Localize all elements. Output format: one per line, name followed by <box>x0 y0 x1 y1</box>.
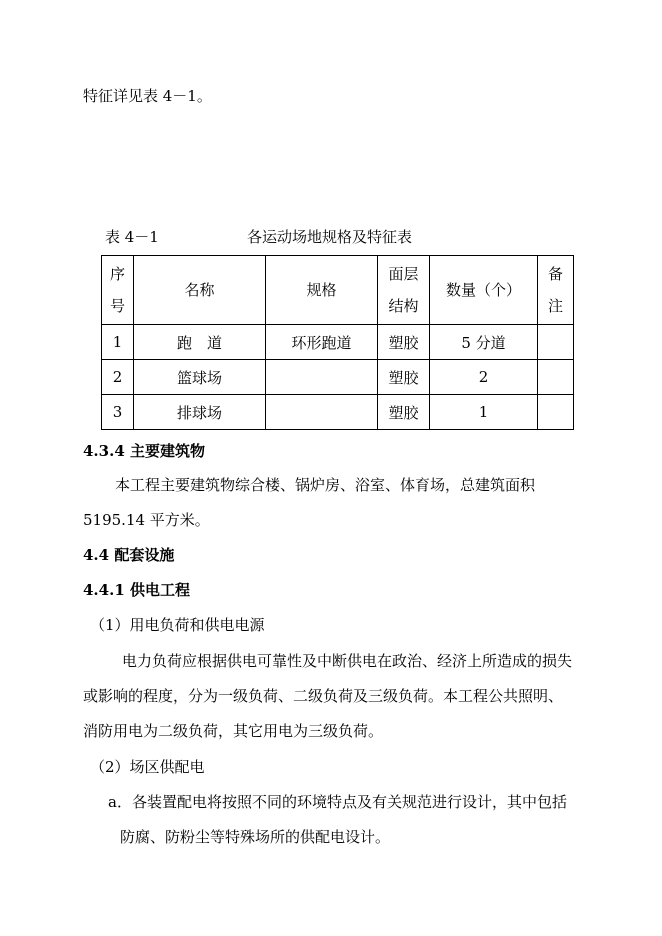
header-count: 数量（个） <box>430 256 538 325</box>
cell-note <box>538 395 574 430</box>
table-row <box>102 360 574 395</box>
paragraph-line: 电力负荷应根据供电可靠性及中断供电在政治、经济上所造成的损失 <box>122 652 573 670</box>
cell-spec <box>266 360 378 395</box>
header-surface: 面层 结构 <box>378 256 430 325</box>
cell-count: 2 <box>430 360 538 395</box>
cell-surface: 塑胶 <box>378 360 430 395</box>
header-spec: 规格 <box>266 256 378 325</box>
cell-spec <box>266 395 378 430</box>
list-item-a: a．各装置配电将按照不同的环境特点及有关规范进行设计，其中包括 <box>108 793 567 811</box>
paragraph-line: 消防用电为二级负荷，其它用电为三级负荷。 <box>83 722 384 740</box>
subheading-2: （2）场区供配电 <box>90 758 205 776</box>
header-index: 序 号 <box>102 256 134 325</box>
paragraph-line: 或影响的程度，分为一级负荷、二级负荷及三级负荷。本工程公共照明、 <box>83 687 564 705</box>
section-heading-4-4-1: 4.4.1 供电工程 <box>83 581 190 599</box>
cell-name: 跑 道 <box>134 325 266 360</box>
subheading-1: （1）用电负荷和供电电源 <box>90 616 265 634</box>
cell-spec: 环形跑道 <box>266 325 378 360</box>
cell-name: 篮球场 <box>134 360 266 395</box>
cell-count: 1 <box>430 395 538 430</box>
cell-note <box>538 360 574 395</box>
header-name: 名称 <box>134 256 266 325</box>
cell-index: 2 <box>102 360 134 395</box>
cell-index: 1 <box>102 325 134 360</box>
table-caption-title: 各运动场地规格及特征表 <box>247 228 413 246</box>
cell-surface: 塑胶 <box>378 395 430 430</box>
section-heading-4-4: 4.4 配套设施 <box>83 546 175 564</box>
table-caption-id: 表 4－1 <box>105 228 159 246</box>
cell-name: 排球场 <box>134 395 266 430</box>
paragraph-line: 本工程主要建筑物综合楼、锅炉房、浴室、体育场，总建筑面积 <box>115 476 536 494</box>
intro-line: 特征详见表 4－1。 <box>83 87 212 105</box>
list-item-a-continued: 防腐、防粉尘等特殊场所的供配电设计。 <box>120 828 391 846</box>
sports-field-spec-table <box>101 255 574 430</box>
header-note: 备 注 <box>538 256 574 325</box>
table-header-row <box>102 256 574 325</box>
table-row <box>102 325 574 360</box>
section-heading-4-3-4: 4.3.4 主要建筑物 <box>83 442 205 460</box>
cell-surface: 塑胶 <box>378 325 430 360</box>
table-row <box>102 395 574 430</box>
paragraph-line: 5195.14 平方米。 <box>83 511 210 529</box>
cell-note <box>538 325 574 360</box>
cell-index: 3 <box>102 395 134 430</box>
cell-count: 5 分道 <box>430 325 538 360</box>
